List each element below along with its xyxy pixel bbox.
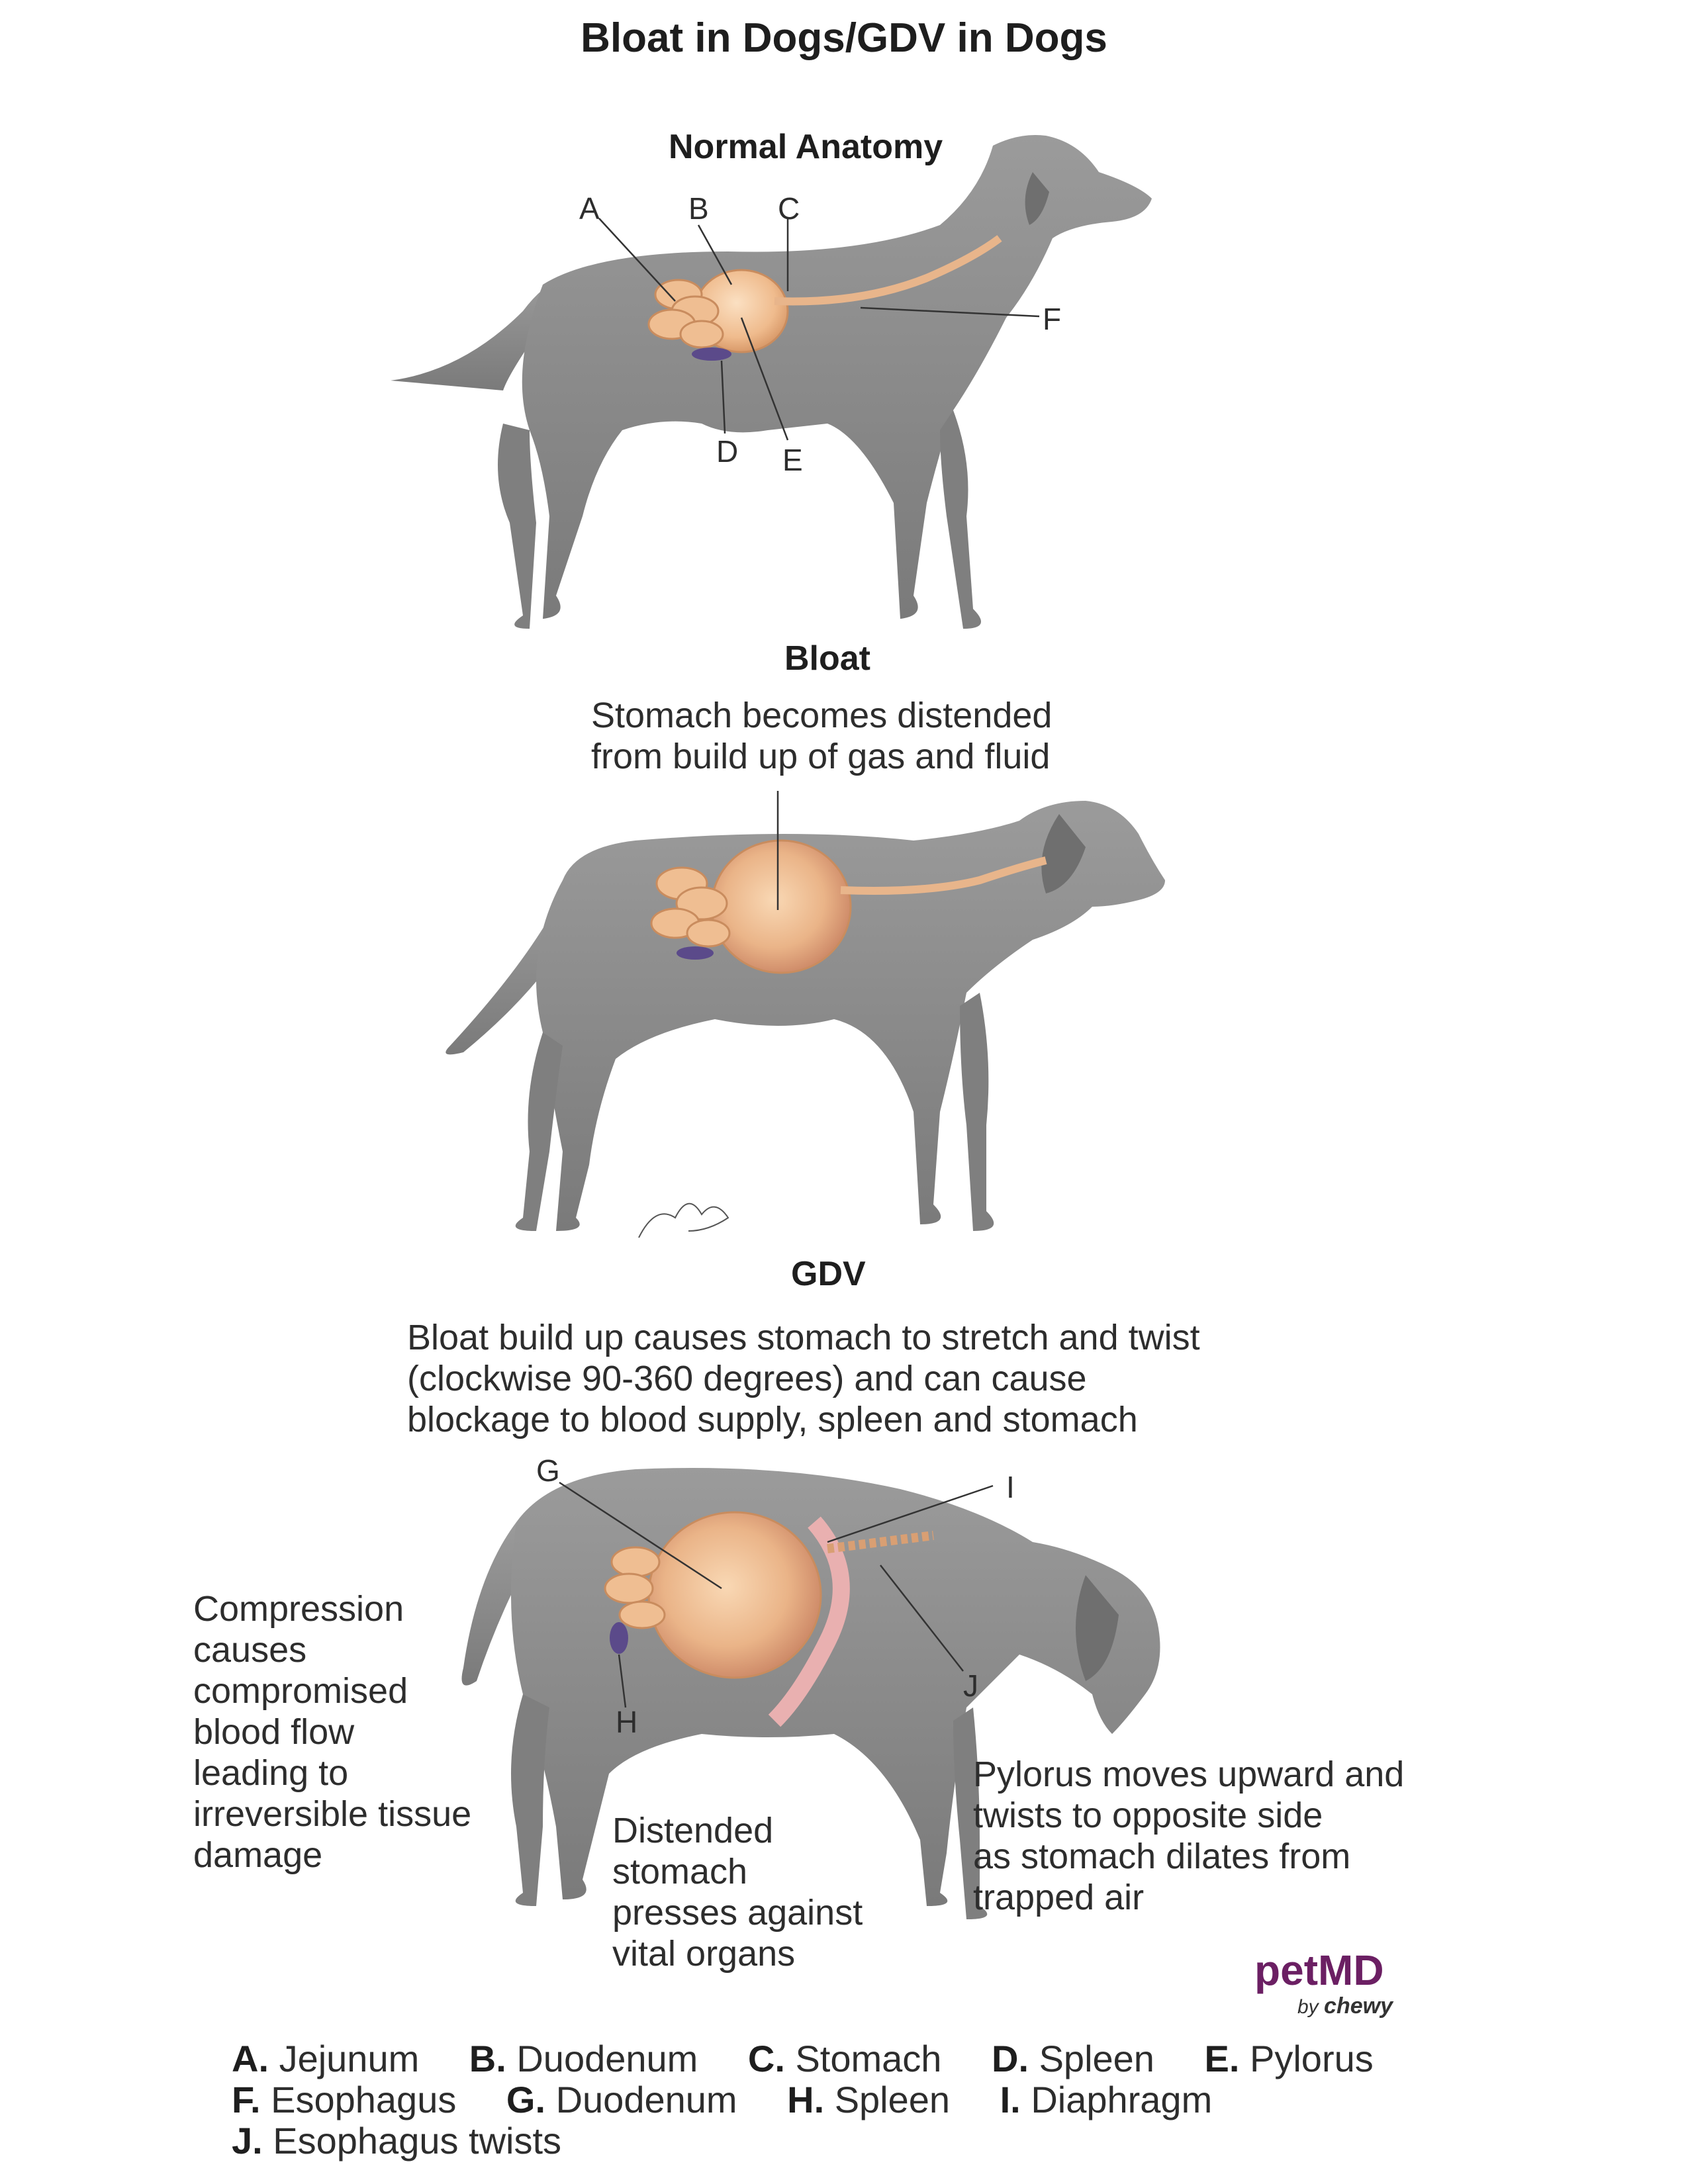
bloat-caption: Stomach becomes distended from build up of gas and fluid xyxy=(591,696,1053,776)
legend-item: G. Duodenum xyxy=(506,2079,737,2120)
annotation-pylorus: Pylorus moves upward and twists to opposite side as stomach dilates from trapped air xyxy=(973,1754,1405,1917)
legend-item: B. Duodenum xyxy=(469,2038,698,2079)
annotation-compression: Compression causes compromised blood flow leading to irreversible tissue damage xyxy=(193,1589,472,1875)
label-e: E xyxy=(782,443,803,477)
dog-bloat-figure xyxy=(445,801,1165,1231)
petmd-logo: petMD xyxy=(1254,1946,1384,1994)
dog-gdv-stomach xyxy=(649,1512,821,1678)
dog-normal-hind-leg xyxy=(498,424,536,629)
gdv-caption: Bloat build up causes stomach to stretch and twist (clockwise 90-360 degrees) and can cause blockage to blood supply, spleen and stomach xyxy=(407,1318,1200,1439)
dog-normal-figure xyxy=(391,135,1152,629)
legend-row-3 xyxy=(232,2120,1556,2161)
label-h: H xyxy=(616,1705,638,1739)
legend-item: J. Esophagus twists xyxy=(232,2120,562,2161)
section-heading-bloat: Bloat xyxy=(784,639,870,678)
dog-normal-front-leg xyxy=(940,410,981,629)
legend-item: D. Spleen xyxy=(992,2038,1154,2079)
legend-item: E. Pylorus xyxy=(1204,2038,1374,2079)
legend-row-2 xyxy=(232,2079,1556,2120)
dog-bloat-hind-leg xyxy=(516,1032,563,1231)
label-j: J xyxy=(963,1668,978,1703)
dog-bloat-spleen xyxy=(677,946,714,960)
byline-partner: chewy xyxy=(1324,1993,1393,2019)
legend-item: H. Spleen xyxy=(787,2079,951,2120)
section-heading-normal: Normal Anatomy xyxy=(669,128,943,166)
legend-row-1 xyxy=(232,2038,1556,2079)
label-c: C xyxy=(778,191,800,226)
legend-item: F. Esophagus xyxy=(232,2079,457,2120)
dog-gdv-hind-leg xyxy=(511,1694,549,1906)
dog-gdv-spleen xyxy=(610,1622,628,1654)
legend-item: A. Jejunum xyxy=(232,2038,420,2079)
dog-bloat-front-leg xyxy=(960,993,994,1231)
label-i: I xyxy=(1006,1470,1015,1504)
artist-signature xyxy=(639,1204,728,1238)
label-f: F xyxy=(1043,302,1062,336)
dog-normal-body xyxy=(522,135,1152,619)
legend-item: I. Diaphragm xyxy=(1000,2079,1213,2120)
label-a: A xyxy=(579,191,600,226)
annotation-distended: Distended stomach presses against vital organs xyxy=(612,1811,863,1974)
page-title: Bloat in Dogs/GDV in Dogs xyxy=(581,15,1107,61)
label-g: G xyxy=(536,1453,560,1488)
dog-normal-spleen xyxy=(692,347,731,361)
byline-by: by xyxy=(1297,1996,1319,2018)
dog-bloat-stomach xyxy=(712,841,851,973)
label-b: B xyxy=(688,191,709,226)
legend-item: C. Stomach xyxy=(747,2038,942,2079)
legend xyxy=(232,2038,1556,2161)
chewy-byline xyxy=(1297,1993,1393,2019)
section-heading-gdv: GDV xyxy=(791,1255,866,1293)
label-d: D xyxy=(716,434,739,469)
